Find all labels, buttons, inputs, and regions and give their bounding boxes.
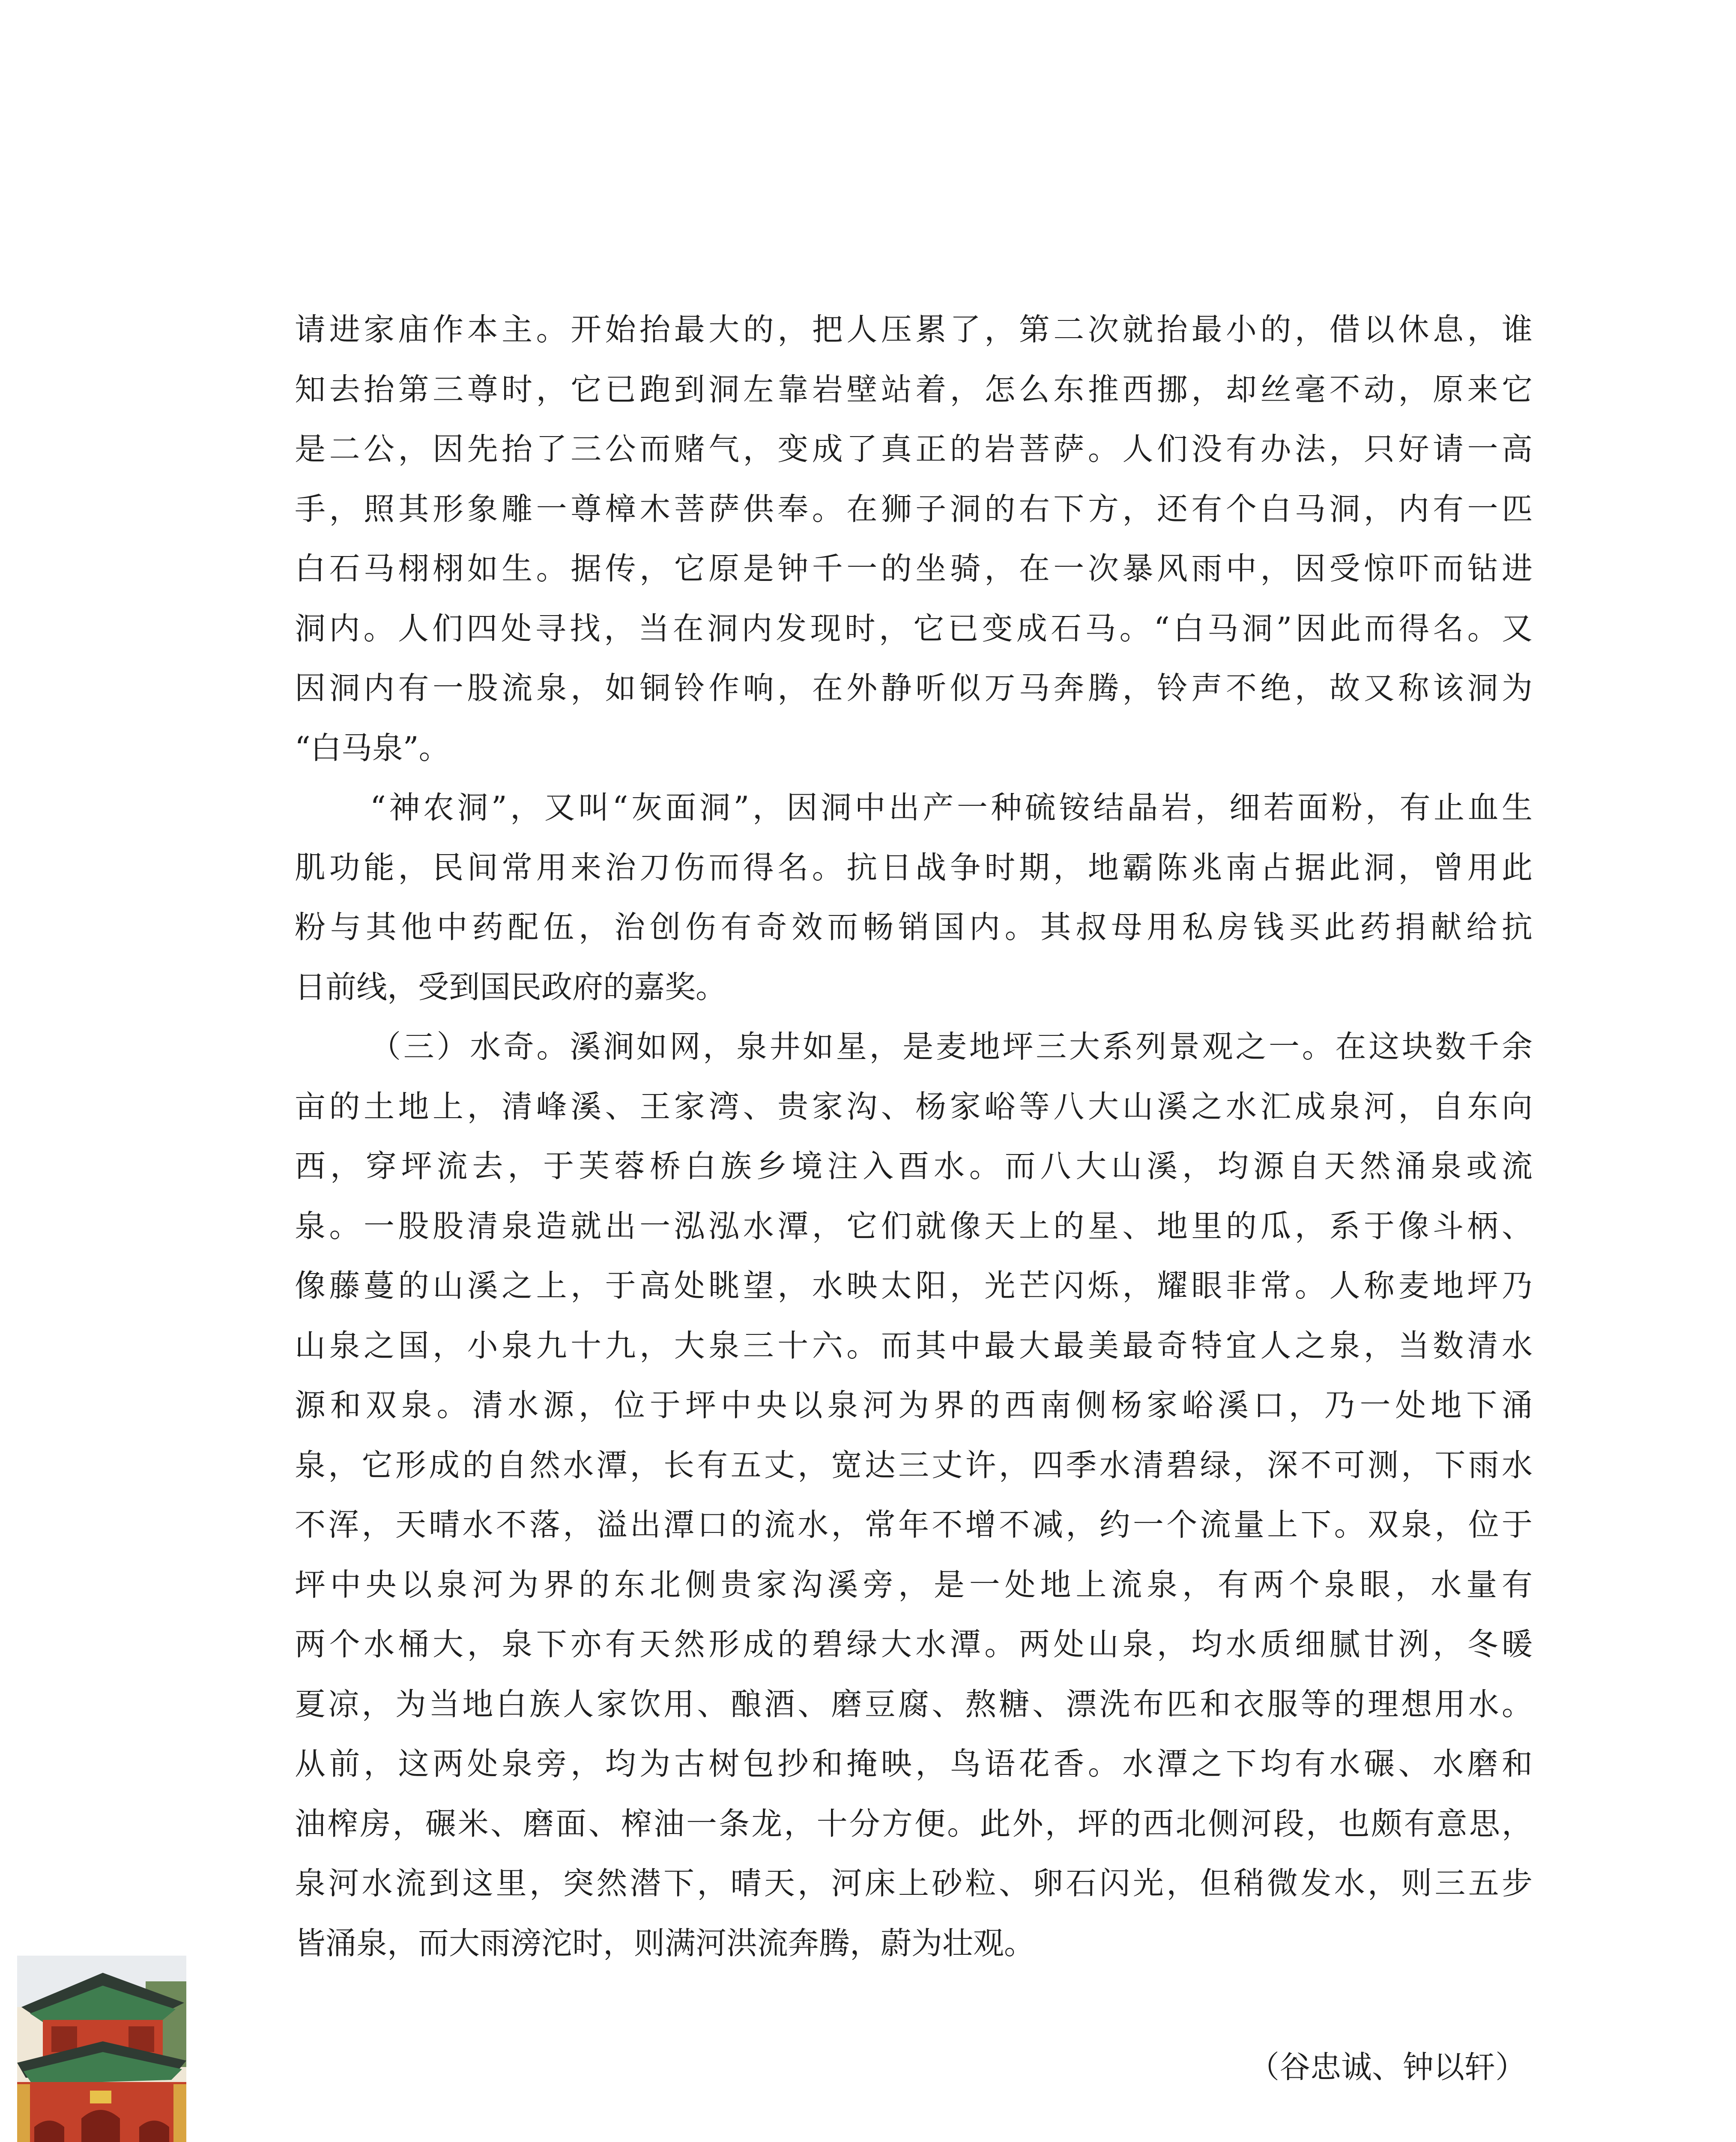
text-line: 皆涌泉，而大雨滂沱时，则满河洪流奔腾，蔚为壮观。 [295,1925,1035,1961]
text-line: 泉河水流到这里，突然潜下，晴天，河床上砂粒、卵石闪光，但稍微发水，则三五步 [295,1865,1533,1901]
text-line: 泉，它形成的自然水潭，长有五丈，宽达三丈许，四季水清碧绿，深不可测，下雨水 [295,1447,1533,1483]
text-line: “白马泉”。 [295,730,450,766]
text-line: 泉。一股股清泉造就出一泓泓水潭，它们就像天上的星、地里的瓜，系于像斗柄、 [295,1208,1533,1244]
text-line: 粉与其他中药配伍，治创伤有奇效而畅销国内。其叔母用私房钱买此药捐献给抗 [295,909,1533,945]
text-line: 日前线，受到国民政府的嘉奖。 [295,969,727,1005]
paragraph-1 [295,300,1533,778]
text-line: 油榨房，碾米、磨面、榨油一条龙，十分方便。此外，坪的西北侧河段，也颇有意思， [295,1805,1533,1842]
text-line: 手，照其形象雕一尊樟木菩萨供奉。在狮子洞的右下方，还有个白马洞，内有一匹 [295,491,1533,527]
text-line: 夏凉，为当地白族人家饮用、酿酒、磨豆腐、熬糖、漂洗布匹和衣服等的理想用水。 [295,1686,1533,1722]
text-line: 因洞内有一股流泉，如铜铃作响，在外静听似万马奔腾，铃声不绝，故又称该洞为 [295,670,1533,706]
text-line: 亩的土地上，清峰溪、王家湾、贵家沟、杨家峪等八大山溪之水汇成泉河，自东向 [295,1088,1533,1125]
text-line: 西，穿坪流去，于芙蓉桥白族乡境注入酉水。而八大山溪，均源自天然涌泉或流 [295,1148,1533,1184]
text-line: 源和双泉。清水源，位于坪中央以泉河为界的西南侧杨家峪溪口，乃一处地下涌 [295,1387,1533,1423]
text-line: 肌功能，民间常用来治刀伤而得名。抗日战争时期，地霸陈兆南占据此洞，曾用此 [295,849,1533,886]
text-line: 不浑，天晴水不落，溢出潭口的流水，常年不增不减，约一个流量上下。双泉，位于 [295,1507,1533,1543]
text-line: 两个水桶大，泉下亦有天然形成的碧绿大水潭。两处山泉，均水质细腻甘洌，冬暖 [295,1626,1533,1662]
text-line: 请进家庙作本主。开始抬最大的，把人压累了，第二次就抬最小的，借以休息，谁 [295,311,1533,347]
text-line: 白石马栩栩如生。据传，它原是钟千一的坐骑，在一次暴风雨中，因受惊吓而钻进 [295,550,1533,586]
text-line: 从前，这两处泉旁，均为古树包抄和掩映，鸟语花香。水潭之下均有水碾、水磨和 [295,1746,1533,1782]
text-line: “神农洞”，又叫“灰面洞”，因洞中出产一种硫铵结晶岩，细若面粉，有止血生 [370,790,1533,826]
text-line: （三）水奇。溪涧如网，泉井如星，是麦地坪三大系列景观之一。在这块数千余 [370,1029,1533,1065]
temple-photo [17,1956,186,2142]
text-line: 像藤蔓的山溪之上，于高处眺望，水映太阳，光芒闪烁，耀眼非常。人称麦地坪乃 [295,1268,1533,1304]
text-line: 洞内。人们四处寻找，当在洞内发现时，它已变成石马。“白马洞”因此而得名。又 [295,610,1533,646]
text-line: 是二公，因先抬了三公而赌气，变成了真正的岩菩萨。人们没有办法，只好请一高 [295,431,1533,467]
paragraph-3 [295,1017,1533,1973]
text-line: 山泉之国，小泉九十九，大泉三十六。而其中最大最美最奇特宜人之泉，当数清水 [295,1327,1533,1364]
text-line: 坪中央以泉河为界的东北侧贵家沟溪旁，是一处地上流泉，有两个泉眼，水量有 [295,1566,1533,1603]
text-line: 知去抬第三尊时，它已跑到洞左靠岩壁站着，怎么东推西挪，却丝毫不动，原来它 [295,371,1533,407]
main-text [295,300,1533,1973]
paragraph-2 [295,778,1533,1017]
author-credit: （谷忠诚、钟以轩） [1248,2049,1526,2085]
temple-image [17,1956,186,2142]
